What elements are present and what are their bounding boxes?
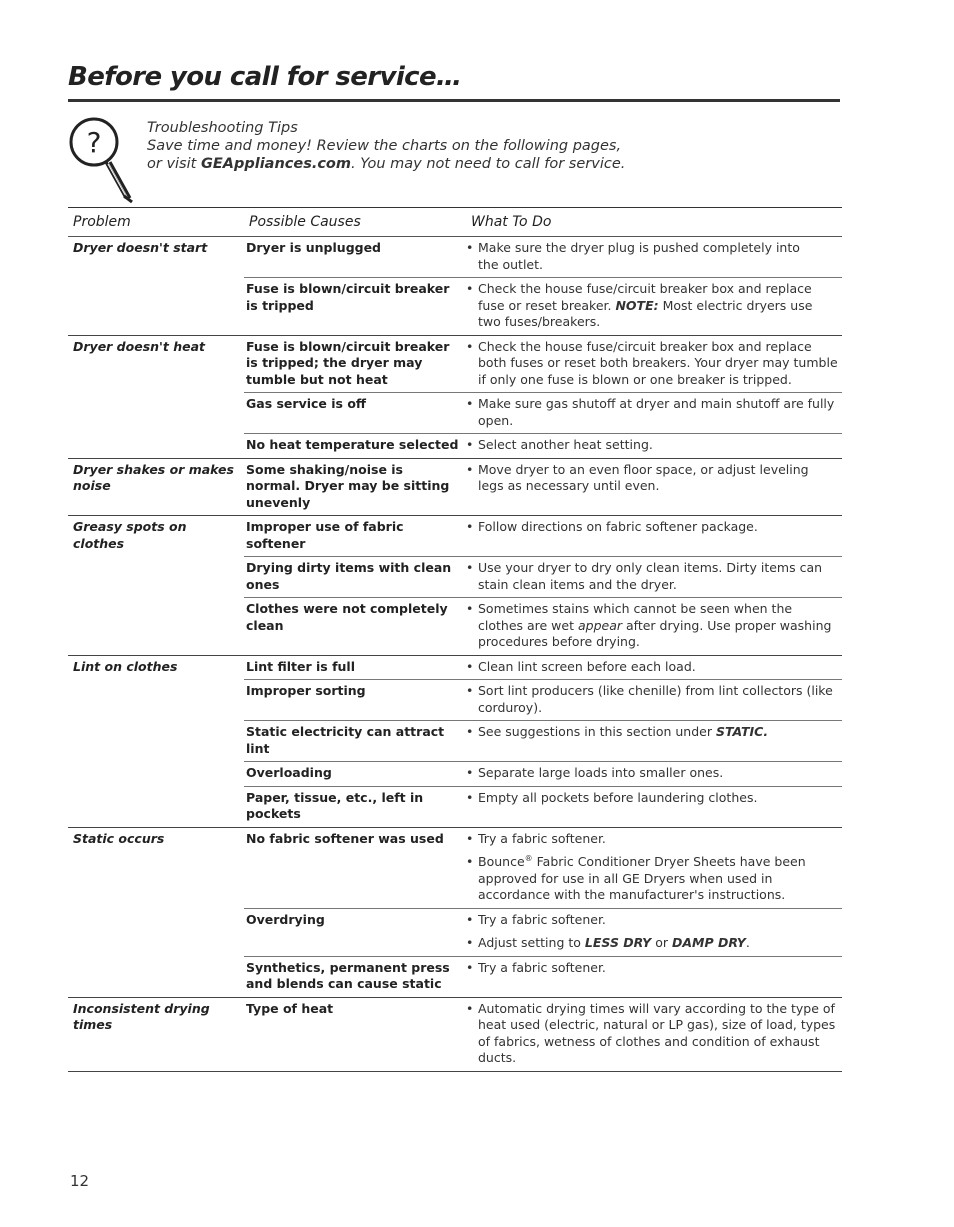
question-mark-icon: [68, 112, 140, 204]
table-row: [244, 909, 842, 957]
header-what-to-do: What To Do: [471, 214, 552, 230]
bullet-text: Bounce® Fabric Conditioner Dryer Sheets have been approved for use in all GE Dryers when used in accordance with the manufacturer's instructions.: [478, 853, 806, 902]
what-to-do: [466, 557, 842, 597]
bullet-dot: •: [466, 560, 474, 575]
causes-list: [244, 237, 842, 335]
causes-list: [244, 656, 842, 827]
bullet-text: Sort lint producers (like chenille) from lint collectors (like corduroy).: [478, 683, 833, 715]
bullet-text: Sometimes stains which cannot be seen when the clothes are wet appear after drying. Use proper washing procedures before drying.: [478, 601, 832, 649]
list-item: [466, 601, 838, 651]
bullet-dot: •: [466, 396, 474, 411]
what-to-do: [466, 828, 842, 908]
list-item: [466, 724, 838, 741]
bullet-text: Adjust setting to LESS DRY or DAMP DRY.: [478, 935, 750, 950]
bullet-dot: •: [466, 911, 474, 927]
bullet-dot: •: [466, 935, 474, 950]
setting-name: DAMP DRY: [671, 935, 746, 950]
what-to-do: [466, 516, 842, 556]
table-row: [244, 680, 842, 721]
bullet-dot: •: [466, 789, 474, 805]
bullet-text: Check the house fuse/circuit breaker box and replace both fuses or reset both breakers. Your dryer may tumble if only one fuse is blown or one breaker is tripped.: [478, 338, 838, 387]
header-possible-causes: Possible Causes: [249, 214, 361, 230]
bullet-dot: •: [466, 658, 474, 674]
possible-cause: Overloading: [246, 765, 332, 780]
possible-cause: Paper, tissue, etc., left in pockets: [246, 789, 424, 821]
bullet-dot: •: [466, 601, 474, 616]
bullet-text: Separate large loads into smaller ones.: [478, 765, 724, 780]
what-to-do: [466, 787, 842, 827]
table-row: [244, 656, 842, 681]
bullet-text: Make sure gas shutoff at dryer and main shutoff are fully open.: [478, 396, 835, 428]
problem-label: Greasy spots on clothes: [73, 519, 187, 551]
bullet-dot: •: [466, 724, 474, 739]
problem-group: [68, 516, 842, 656]
table-row: [244, 393, 842, 434]
problem-group: [68, 336, 842, 459]
bullet-text: Try a fabric softener.: [478, 830, 606, 846]
table-row: [244, 828, 842, 909]
table-body: [68, 237, 842, 1072]
table-row: [244, 434, 842, 458]
problem-group: [68, 656, 842, 828]
tips-line2: [147, 155, 625, 173]
table-header: [68, 208, 842, 237]
setting-name: LESS DRY: [584, 935, 652, 950]
tips-line1: Save time and money! Review the charts on the following pages,: [147, 138, 622, 154]
problem-label: Inconsistent drying times: [73, 1000, 210, 1032]
problem-group: [68, 998, 842, 1072]
problem-label: Lint on clothes: [73, 658, 178, 674]
emphasis-text: appear: [577, 617, 623, 633]
table-row: [244, 557, 842, 598]
possible-cause: Gas service is off: [246, 396, 367, 411]
svg-text:?: ?: [86, 126, 102, 159]
table-row: [244, 278, 842, 335]
list-item: [466, 396, 838, 429]
list-item: [466, 659, 838, 676]
bullet-dot: •: [466, 281, 474, 296]
possible-cause: Fuse is blown/circuit breaker is tripped: [246, 281, 450, 313]
table-row: [244, 516, 842, 557]
list-item: [466, 519, 838, 536]
table-row: [244, 459, 842, 516]
bullet-text: Empty all pockets before laundering clothes.: [478, 789, 758, 805]
list-item: [466, 790, 838, 807]
bullet-text: Make sure the dryer plug is pushed completely into the outlet.: [478, 240, 800, 272]
bullet-dot: •: [466, 437, 474, 452]
problem-label: Dryer doesn't heat: [73, 338, 205, 354]
bullet-dot: •: [466, 683, 474, 698]
problem-group: [68, 828, 842, 998]
table-row: [244, 237, 842, 278]
table-row: [244, 957, 842, 997]
list-item: [466, 935, 838, 952]
bullet-dot: •: [466, 519, 474, 534]
bullet-dot: •: [466, 854, 474, 869]
what-to-do: [466, 393, 842, 433]
setting-name: STATIC.: [715, 724, 769, 739]
bullet-text: Automatic drying times will vary according to the type of heat used (electric, natural or LP gas), size of load, types of fabrics, wetness of clothes and condition of exhaust ducts.: [478, 1000, 836, 1065]
table-row: [244, 598, 842, 655]
troubleshooting-table: [68, 207, 842, 1072]
list-item: [466, 1001, 838, 1067]
table-row: [244, 787, 842, 827]
note-label: NOTE:: [615, 297, 659, 313]
list-item: [466, 960, 838, 977]
what-to-do: [466, 656, 842, 680]
what-to-do: [466, 278, 842, 335]
table-row: [244, 721, 842, 762]
what-to-do: [466, 762, 842, 786]
what-to-do: [466, 721, 842, 761]
possible-cause: Dryer is unplugged: [246, 240, 382, 255]
problem-group: [68, 237, 842, 336]
causes-list: [244, 336, 842, 458]
troubleshooting-tips: [147, 119, 625, 173]
possible-cause: Overdrying: [246, 911, 325, 927]
tips-heading: Troubleshooting Tips: [147, 120, 298, 136]
bullet-text: Check the house fuse/circuit breaker box and replace fuse or reset breaker. NOTE: Most electric dryers use two fuses/breakers.: [478, 281, 813, 329]
list-item: [466, 854, 838, 904]
possible-cause: Type of heat: [246, 1000, 334, 1016]
header-problem: Problem: [73, 214, 131, 230]
possible-cause: No fabric softener was used: [246, 830, 444, 846]
table-row: [244, 998, 842, 1071]
bullet-text: Use your dryer to dry only clean items. Dirty items can stain clean items and the dryer.: [478, 560, 823, 592]
list-item: [466, 765, 838, 782]
list-item: [466, 560, 838, 593]
bullet-dot: •: [466, 1000, 474, 1016]
list-item: [466, 683, 838, 716]
ge-website-link[interactable]: GEAppliances.com: [200, 156, 352, 172]
possible-cause: Static electricity can attract lint: [246, 724, 445, 756]
bullet-dot: •: [466, 338, 474, 354]
table-row: [244, 762, 842, 787]
what-to-do: [466, 336, 842, 393]
problem-label: Dryer doesn't start: [73, 240, 208, 255]
list-item: [466, 240, 838, 273]
bullet-dot: •: [466, 461, 474, 477]
what-to-do: [466, 598, 842, 655]
page-title: Before you call for service…: [68, 62, 462, 92]
bullet-text: Try a fabric softener.: [478, 911, 606, 927]
what-to-do: [466, 998, 842, 1071]
list-item: [466, 437, 838, 454]
registered-mark: ®: [524, 853, 533, 863]
causes-list: [244, 998, 842, 1071]
table-row: [244, 336, 842, 394]
possible-cause: Clothes were not completely clean: [246, 601, 448, 633]
bullet-text: Move dryer to an even floor space, or adjust leveling legs as necessary until even.: [478, 461, 809, 493]
bullet-dot: •: [466, 959, 474, 975]
bullet-text: Try a fabric softener.: [478, 959, 606, 975]
what-to-do: [466, 459, 842, 516]
causes-list: [244, 459, 842, 516]
tips-line2-pre: or visit: [147, 156, 201, 172]
list-item: [466, 339, 838, 389]
problem-label: Static occurs: [73, 830, 165, 846]
possible-cause: Fuse is blown/circuit breaker is tripped; the dryer may tumble but not heat: [246, 338, 450, 387]
what-to-do: [466, 909, 842, 956]
what-to-do: [466, 680, 842, 720]
causes-list: [244, 516, 842, 655]
list-item: [466, 281, 838, 331]
what-to-do: [466, 237, 842, 277]
list-item: [466, 831, 838, 848]
bullet-text: See suggestions in this section under STATIC.: [478, 724, 769, 739]
list-item: [466, 912, 838, 929]
bullet-text: Select another heat setting.: [478, 437, 653, 452]
possible-cause: Some shaking/noise is normal. Dryer may be sitting unevenly: [246, 461, 450, 510]
problem-label: Dryer shakes or makes noise: [73, 461, 234, 493]
causes-list: [244, 828, 842, 997]
title-rule: [68, 99, 840, 102]
possible-cause: Improper use of fabric softener: [246, 519, 404, 551]
page-number: 12: [70, 1172, 90, 1190]
possible-cause: Lint filter is full: [246, 658, 355, 674]
list-item: [466, 462, 838, 495]
possible-cause: Drying dirty items with clean ones: [246, 560, 452, 592]
tips-line2-post: . You may not need to call for service.: [351, 156, 626, 172]
possible-cause: No heat temperature selected: [246, 437, 459, 452]
possible-cause: Synthetics, permanent press and blends can cause static: [246, 959, 450, 991]
bullet-dot: •: [466, 830, 474, 846]
bullet-dot: •: [466, 765, 474, 780]
what-to-do: [466, 434, 842, 458]
what-to-do: [466, 957, 842, 997]
problem-group: [68, 459, 842, 517]
bullet-text: Follow directions on fabric softener package.: [478, 519, 758, 534]
bullet-dot: •: [466, 240, 474, 255]
bullet-text: Clean lint screen before each load.: [478, 658, 696, 674]
possible-cause: Improper sorting: [246, 683, 366, 698]
